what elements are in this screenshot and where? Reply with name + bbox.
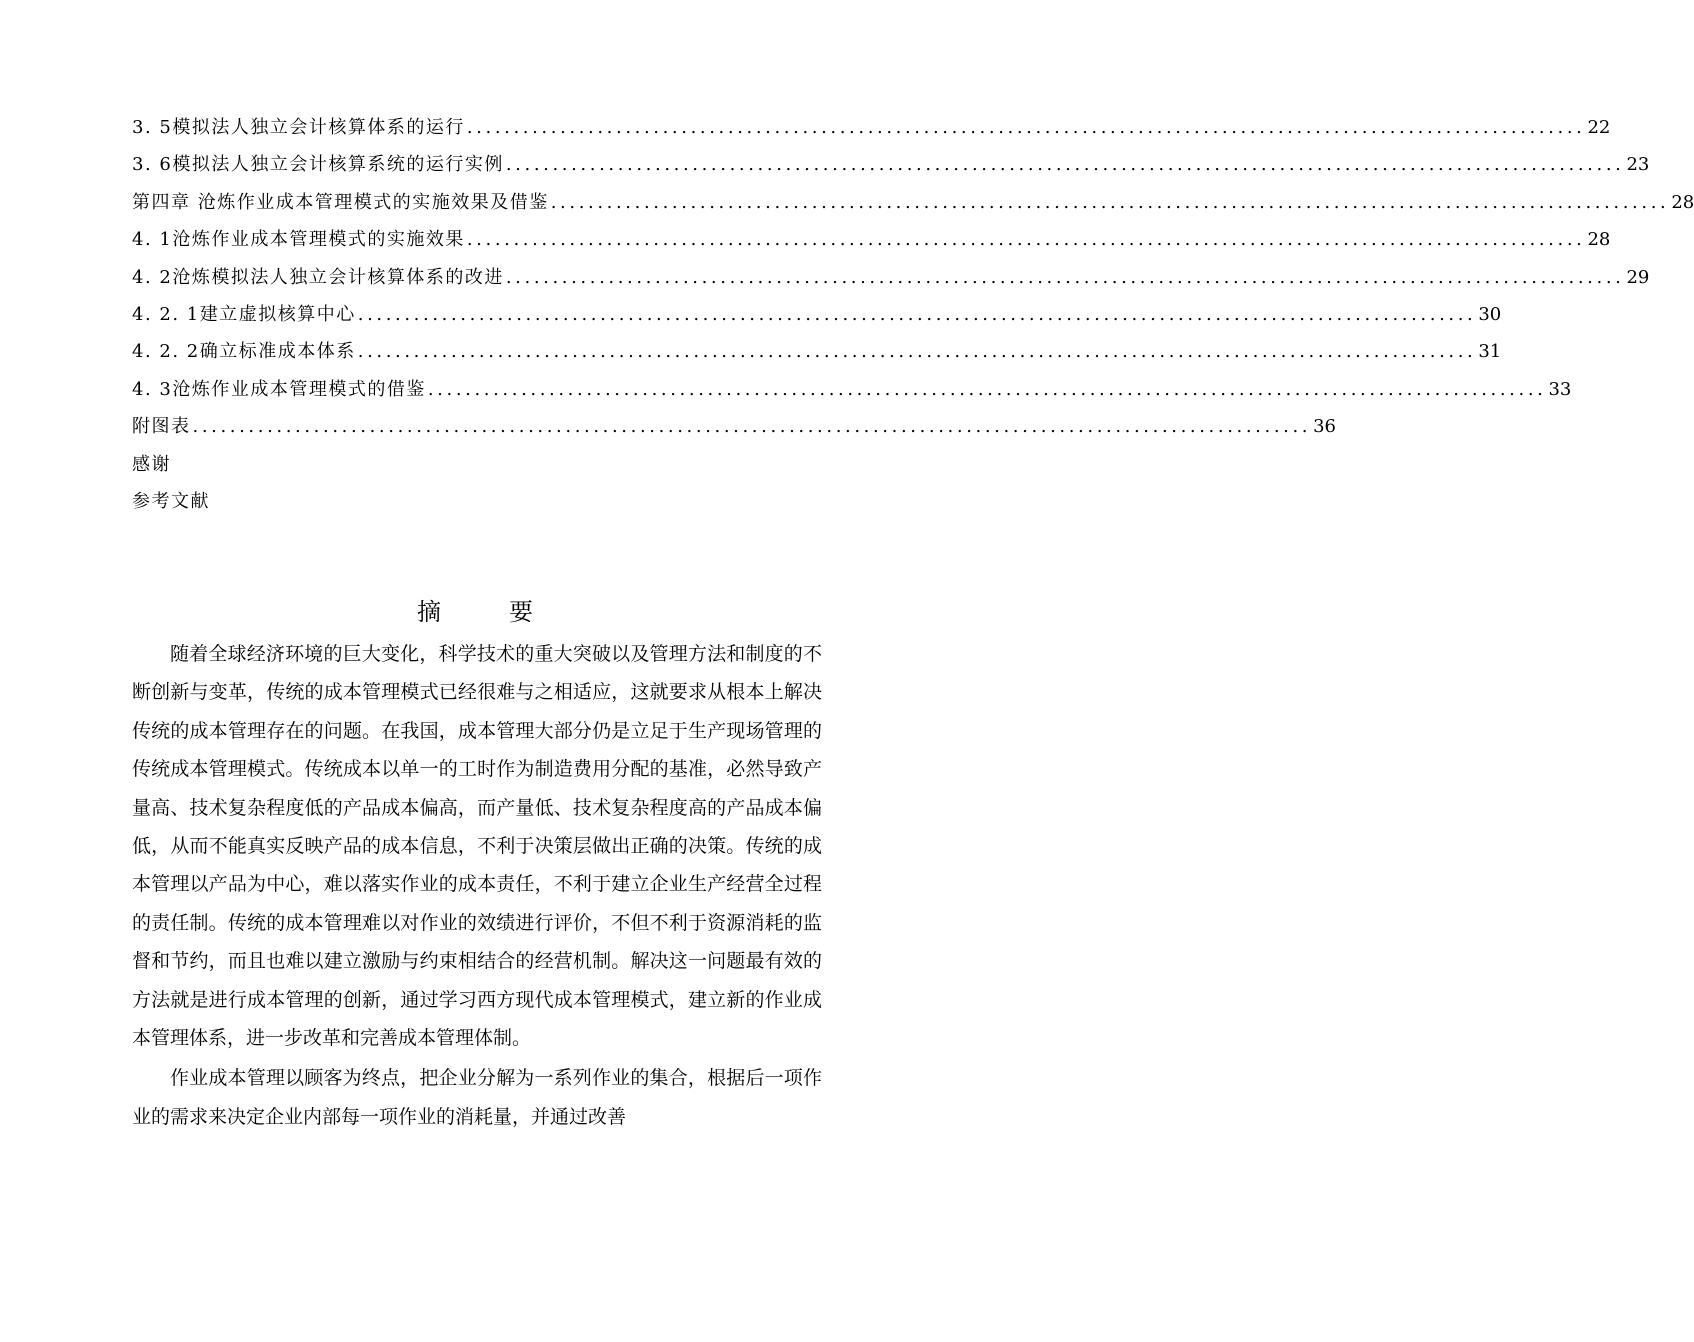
toc-plain-title: 感谢 <box>132 453 171 475</box>
toc-leader-dots: ........................................................................................................................ <box>550 191 1670 213</box>
toc-leader-dots: ........................................................................................................................ <box>357 341 1477 363</box>
toc-leader-dots: ........................................................................................................................ <box>192 416 1312 438</box>
toc-entry[interactable] <box>132 225 1611 262</box>
toc-entry[interactable] <box>132 300 1502 337</box>
toc-entry-page: 22 <box>1587 117 1611 138</box>
abstract-paragraph: 作业成本管理以顾客为终点，把企业分解为一系列作业的集合，根据后一项作业的需求来决定企业内部每一项作业的消耗量，并通过改善 <box>132 1067 822 1128</box>
toc-entry-acknowledgements[interactable] <box>132 450 822 487</box>
toc-leader-dots: ........................................................................................................................ <box>466 229 1586 251</box>
toc-entry[interactable] <box>132 150 1650 187</box>
toc-entry-references[interactable] <box>132 487 822 524</box>
toc-entry-title: 4. 2. 2确立标准成本体系 <box>132 341 356 363</box>
toc-entry[interactable] <box>132 412 1337 449</box>
toc-entry-page: 23 <box>1626 154 1650 176</box>
toc-leader-dots: ........................................................................................................................ <box>427 378 1547 400</box>
abstract-body <box>132 635 822 1136</box>
abstract-paragraph: 随着全球经济环境的巨大变化，科学技术的重大突破以及管理方法和制度的不断创新与变革，传统的成本管理模式已经很难与之相适应，这就要求从根本上解决传统的成本管理存在的问题。在我国，成本管理大部分仍是立足于生产现场管理的传统成本管理模式。传统成本以单一的工时作为制造费用分配的基准，必然导致产量高、技术复杂程度低的产品成本偏高，而产量低、技术复杂程度高的产品成本偏低，从而不能真实反映产品的成本信息，不利于决策层做出正确的决策。传统的成本管理以产品为中心，难以落实作业的成本责任，不利于建立企业生产经营全过程的责任制。传统的成本管理难以对作业的效绩进行评价，不但不利于资源消耗的监督和节约，而且也难以建立激励与约束相结合的经营机制。解决这一问题最有效的方法就是进行成本管理的创新，通过学习西方现代成本管理模式，建立新的作业成本管理体系，进一步改革和完善成本管理体制。 <box>132 643 822 1050</box>
toc-entry[interactable] <box>132 375 1572 412</box>
toc-entry-page: 28 <box>1587 229 1611 251</box>
toc-leader-dots: ........................................................................................................................ <box>505 266 1625 288</box>
toc-entry-page: 31 <box>1478 341 1502 363</box>
abstract-heading-char: 要 <box>509 598 533 626</box>
toc-entry-title: 4. 1沧炼作业成本管理模式的实施效果 <box>132 229 465 251</box>
table-of-contents <box>132 113 1694 524</box>
toc-entry[interactable] <box>132 113 1611 150</box>
toc-entry-page: 30 <box>1478 303 1502 325</box>
toc-plain-title: 参考文献 <box>132 490 210 512</box>
toc-entry-page: 33 <box>1548 378 1572 400</box>
abstract-heading-char: 摘 <box>417 598 441 626</box>
toc-entry[interactable] <box>132 188 1694 225</box>
toc-entry[interactable] <box>132 337 1502 374</box>
toc-entry[interactable] <box>132 263 1650 300</box>
toc-entry-title: 4. 2. 1建立虚拟核算中心 <box>132 303 356 325</box>
toc-entry-page: 29 <box>1626 266 1650 288</box>
toc-entry-title: 第四章 沧炼作业成本管理模式的实施效果及借鉴 <box>132 191 549 213</box>
toc-leader-dots: ........................................................................................................................ <box>505 154 1625 176</box>
toc-entry-title: 3. 5模拟法人独立会计核算体系的运行 <box>132 117 465 138</box>
toc-entry-title: 附图表 <box>132 416 191 438</box>
toc-entry-title: 3. 6模拟法人独立会计核算系统的运行实例 <box>132 154 504 176</box>
toc-leader-dots: ........................................................................................................................ <box>466 117 1586 138</box>
toc-entry-page: 28 <box>1671 191 1694 213</box>
toc-entry-title: 4. 3沧炼作业成本管理模式的借鉴 <box>132 378 426 400</box>
toc-entry-title: 4. 2沧炼模拟法人独立会计核算体系的改进 <box>132 266 504 288</box>
toc-leader-dots: ........................................................................................................................ <box>357 303 1477 325</box>
toc-entry-page: 36 <box>1313 416 1337 438</box>
abstract-heading <box>0 592 950 627</box>
